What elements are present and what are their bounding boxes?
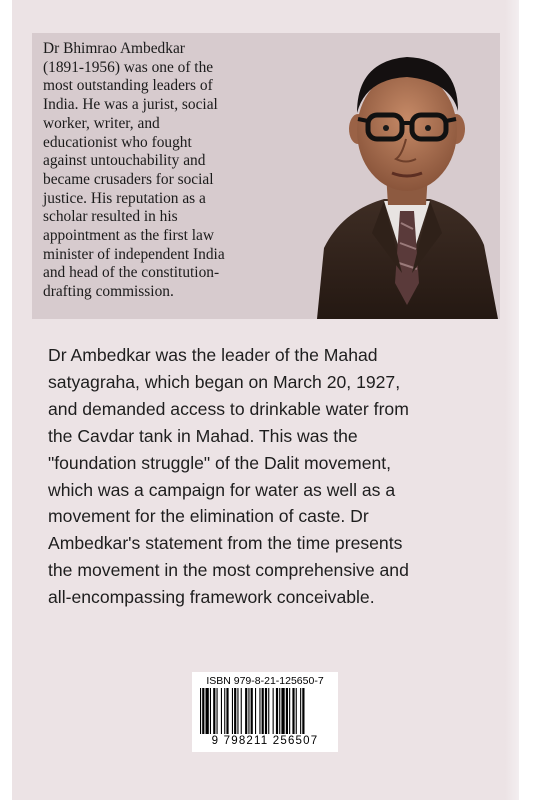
body-text: Dr Ambedkar was the leader of the Mahad satyagraha, which began on March 20, 1927, and demanded access to drinkable water from the Cavdar tank in Mahad. This was the "foundation struggle" of the Dalit movement, which was a campaign for water as well as a movement for the elimination of caste. Dr Ambedkar's statement from the time presents the movement in the most comprehensive and all-encompassing framework conceivable. xyxy=(48,345,409,608)
portrait-illustration-icon xyxy=(302,33,500,319)
isbn-barcode xyxy=(192,672,338,752)
isbn-digits: 9 798211 256507 xyxy=(211,735,319,747)
intro-text: Dr Bhimrao Ambedkar (1891-1956) was one of the most outstanding leaders of India. He was a jurist, social worker, writer, and educationist who fought against untouchability and became crusaders for social justice. His reputation as a scholar resulted in his appointment as the first law minister of independent India and head of the constitution- drafting commission. xyxy=(43,40,225,301)
intro-panel xyxy=(32,33,500,319)
barcode-bars xyxy=(192,688,338,736)
back-cover xyxy=(12,0,519,800)
isbn-label: ISBN 979-8-21-125650-7 xyxy=(206,675,324,687)
